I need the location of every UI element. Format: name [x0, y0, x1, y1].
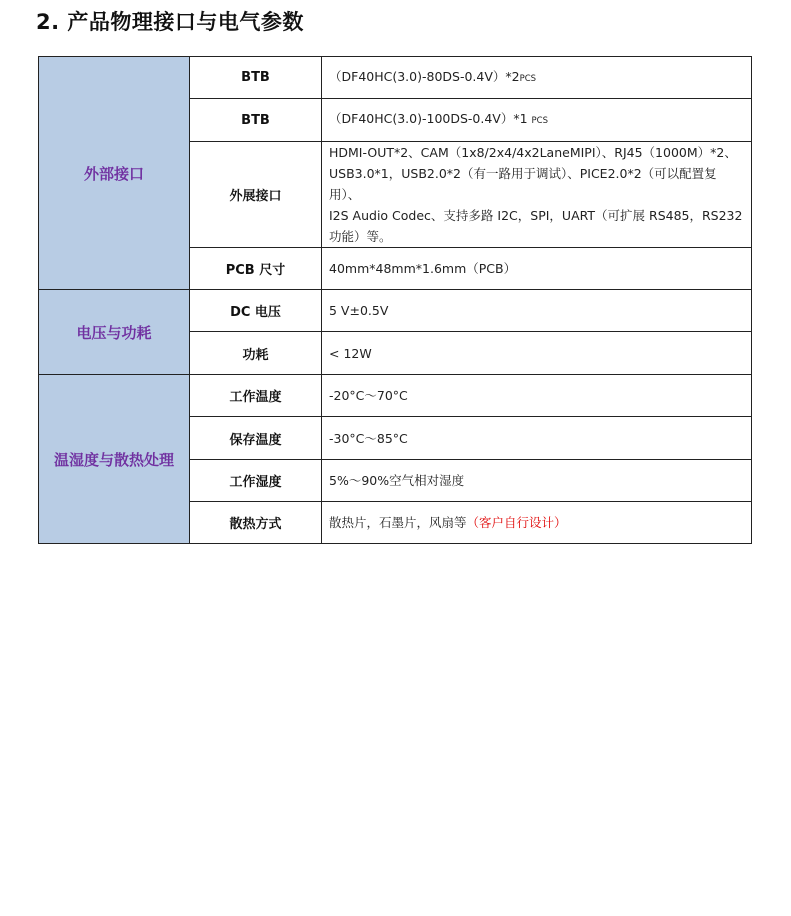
value-working-humidity: 5%～90%空气相对湿度 [322, 460, 752, 502]
value-extended-interfaces [322, 142, 752, 248]
param-working-temperature: 工作温度 [190, 375, 322, 417]
param-extended-interfaces: 外展接口 [190, 142, 322, 248]
value-btb-text: （DF40HC(3.0)-100DS-0.4V）*1 [329, 111, 532, 126]
value-storage-temperature: -30°C～85°C [322, 417, 752, 460]
value-btb-unit: PCS [531, 116, 548, 126]
value-btb-unit: PCS [519, 73, 537, 84]
group-voltage-power: 电压与功耗 [39, 290, 190, 375]
param-power-consumption: 功耗 [190, 332, 322, 375]
value-line: 功能）等。 [329, 229, 392, 244]
value-btb [322, 99, 752, 142]
value-working-temperature: -20°C～70°C [322, 375, 752, 417]
value-line: I2S Audio Codec、支持多路 I2C，SPI，UART（可扩展 RS485，RS232 [329, 208, 743, 223]
group-external-interface: 外部接口 [39, 57, 190, 290]
param-btb: BTB [190, 57, 322, 99]
value-cooling-note: （客户自行设计） [466, 515, 567, 530]
group-thermal: 温湿度与散热处理 [39, 375, 190, 544]
value-line: USB3.0*1，USB2.0*2（有一路用于调试）、PICE2.0*2（可以配置复用）、 [329, 166, 717, 202]
param-working-humidity: 工作湿度 [190, 460, 322, 502]
table-row [39, 375, 752, 417]
section-title: 2. 产品物理接口与电气参数 [36, 10, 304, 34]
table-row [39, 290, 752, 332]
spec-table [38, 56, 752, 544]
value-cooling-text: 散热片，石墨片，风扇等 [329, 515, 467, 530]
table-row [39, 57, 752, 99]
value-btb-text: （DF40HC(3.0)-80DS-0.4V）*2 [329, 68, 520, 84]
param-pcb-size: PCB 尺寸 [190, 248, 322, 290]
value-btb [322, 57, 752, 99]
param-btb: BTB [190, 99, 322, 142]
param-dc-voltage: DC 电压 [190, 290, 322, 332]
value-pcb-size: 40mm*48mm*1.6mm（PCB） [322, 248, 752, 290]
param-storage-temperature: 保存温度 [190, 417, 322, 460]
value-cooling-method [322, 502, 752, 544]
value-dc-voltage: 5 V±0.5V [322, 290, 752, 332]
param-cooling-method: 散热方式 [190, 502, 322, 544]
value-power-consumption: < 12W [322, 332, 752, 375]
value-line: HDMI-OUT*2、CAM（1x8/2x4/4x2LaneMIPI）、RJ45（1000M）*2、 [329, 145, 737, 160]
